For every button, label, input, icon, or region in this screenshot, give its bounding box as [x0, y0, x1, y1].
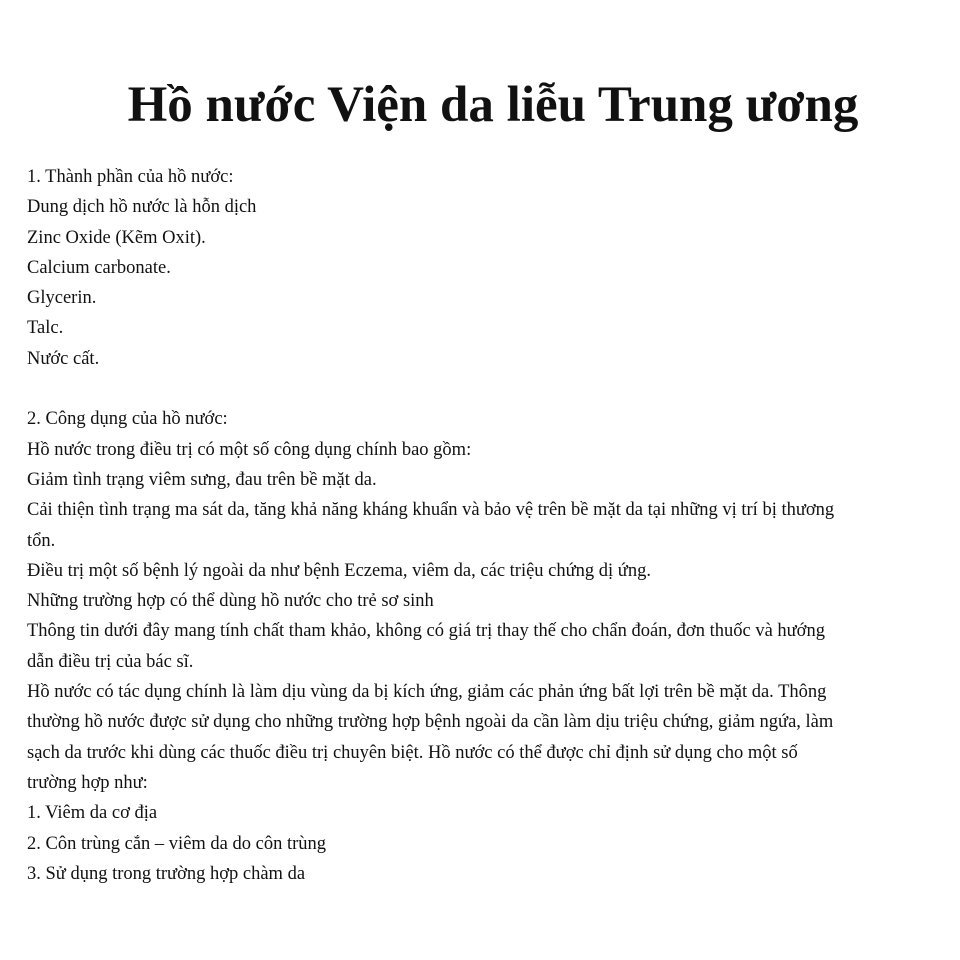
- subheading-newborn: Những trường hợp có thể dùng hồ nước cho trẻ sơ sinh: [27, 591, 434, 612]
- use-item-line: Cải thiện tình trạng ma sát da, tăng khả năng kháng khuẩn và bảo vệ trên bề mặt da tại những vị trí bị thương: [27, 500, 835, 521]
- ingredient-line: Nước cất.: [27, 348, 100, 369]
- ingredient-line: Talc.: [27, 318, 64, 339]
- ingredient-line: Dung dịch hồ nước là hỗn dịch: [27, 197, 257, 218]
- ingredient-line: Calcium carbonate.: [27, 257, 171, 278]
- description-line: trường hợp như:: [27, 772, 148, 793]
- use-item: [27, 495, 927, 556]
- document-body: [27, 162, 927, 889]
- disclaimer-line: dẫn điều trị của bác sĩ.: [27, 651, 194, 672]
- description-paragraph: [27, 677, 927, 798]
- description-line: Hồ nước có tác dụng chính là làm dịu vùng da bị kích ứng, giảm các phản ứng bất lợi trên bề mặt da. Thông: [27, 682, 827, 703]
- section-heading-ingredients: 1. Thành phần của hồ nước:: [27, 167, 234, 187]
- section-ingredients: [27, 162, 927, 374]
- description-line: thường hồ nước được sử dụng cho những trường hợp bệnh ngoài da cần làm dịu triệu chứng, giảm ngứa, làm: [27, 712, 834, 733]
- section-uses: [27, 404, 927, 889]
- ingredient-line: Glycerin.: [27, 288, 97, 309]
- uses-intro: Hồ nước trong điều trị có một số công dụng chính bao gồm:: [27, 439, 472, 460]
- section-heading-uses: 2. Công dụng của hồ nước:: [27, 409, 228, 430]
- ingredient-line: Zinc Oxide (Kẽm Oxit).: [27, 227, 206, 248]
- case-item: 2. Côn trùng cắn – viêm da do côn trùng: [27, 833, 327, 854]
- blank-line: [27, 374, 927, 404]
- use-item: Điều trị một số bệnh lý ngoài da như bệnh Eczema, viêm da, các triệu chứng dị ứng.: [27, 560, 651, 581]
- description-line: sạch da trước khi dùng các thuốc điều trị chuyên biệt. Hồ nước có thể được chỉ định sử dụng cho một số: [27, 742, 798, 763]
- disclaimer-line: Thông tin dưới đây mang tính chất tham khảo, không có giá trị thay thế cho chẩn đoán, đơn thuốc và hướng: [27, 621, 825, 642]
- use-item-line: tổn.: [27, 530, 56, 551]
- page-title: Hồ nước Viện da liễu Trung ương: [127, 77, 859, 133]
- case-item: 3. Sử dụng trong trường hợp chàm da: [27, 863, 306, 884]
- case-item: 1. Viêm da cơ địa: [27, 803, 158, 824]
- disclaimer-paragraph: [27, 616, 927, 677]
- use-item: Giảm tình trạng viêm sưng, đau trên bề mặt da.: [27, 469, 377, 490]
